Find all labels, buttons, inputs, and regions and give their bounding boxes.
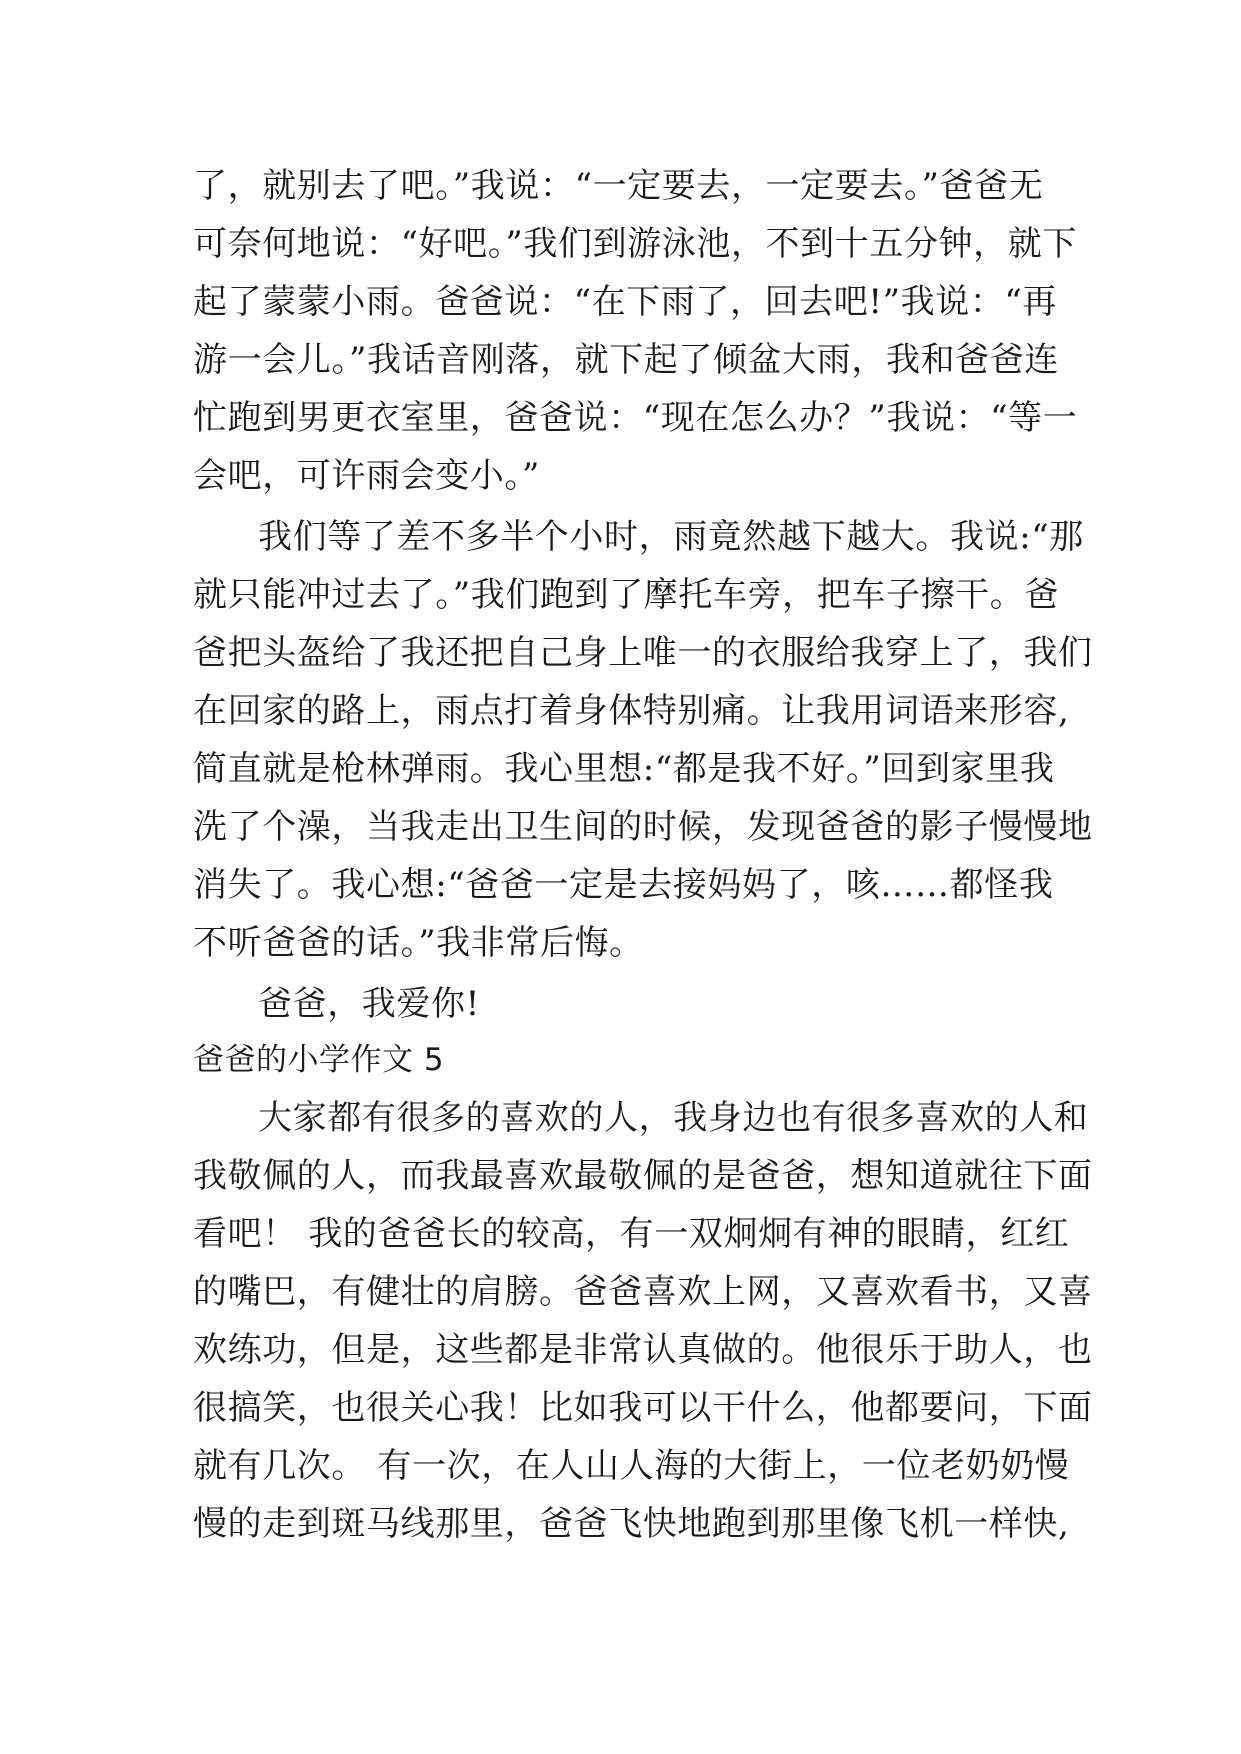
p4-line-1: 大家都有很多的喜欢的人，我身边也有很多喜欢的人和 xyxy=(258,1098,1089,1138)
p2-line-5: 简直就是枪林弹雨。我心里想:“都是我不好。”回到家里我 xyxy=(193,749,1055,789)
p2-line-7: 消失了。我心想:“爸爸一定是去接妈妈了，咳……都怪我 xyxy=(193,865,1054,905)
p1-line-4: 游一会儿。”我话音刚落，就下起了倾盆大雨，我和爸爸连 xyxy=(193,340,1059,380)
p4-line-4: 的嘴巴，有健壮的肩膀。爸爸喜欢上网，又喜欢看书，又喜 xyxy=(193,1272,1093,1312)
p4-line-7: 就有几次。 有一次，在人山人海的大街上，一位老奶奶慢 xyxy=(193,1446,1070,1486)
p1-line-2: 可奈何地说：“好吧。”我们到游泳池，不到十五分钟，就下 xyxy=(193,224,1077,264)
p2-line-2: 就只能冲过去了。”我们跑到了摩托车旁，把车子擦干。爸 xyxy=(193,575,1059,615)
p1-line-3: 起了蒙蒙小雨。爸爸说：“在下雨了，回去吧!”我说：“再 xyxy=(193,282,1058,322)
section-heading: 爸爸的小学作文 5 xyxy=(193,1042,445,1078)
p4-line-6: 很搞笑，也很关心我！比如我可以干什么，他都要问，下面 xyxy=(193,1388,1093,1428)
p4-line-2: 我敬佩的人，而我最喜欢最敬佩的是爸爸，想知道就往下面 xyxy=(193,1156,1093,1196)
p4-line-5: 欢练功，但是，这些都是非常认真做的。他很乐于助人，也 xyxy=(193,1330,1093,1370)
p2-line-8: 不听爸爸的话。”我非常后悔。 xyxy=(193,923,644,963)
p1-line-5: 忙跑到男更衣室里，爸爸说：“现在怎么办？”我说：“等一 xyxy=(193,398,1078,438)
p4-line-8: 慢的走到斑马线那里，爸爸飞快地跑到那里像飞机一样快, xyxy=(193,1504,1070,1544)
p1-line-6: 会吧，可许雨会变小。” xyxy=(193,456,540,496)
p4-line-3: 看吧！ 我的爸爸长的较高，有一双炯炯有神的眼睛，红红 xyxy=(193,1214,1070,1254)
p2-line-6: 洗了个澡，当我走出卫生间的时候，发现爸爸的影子慢慢地 xyxy=(193,807,1093,847)
p2-line-3: 爸把头盔给了我还把自己身上唯一的衣服给我穿上了，我们 xyxy=(193,633,1093,673)
p2-line-4: 在回家的路上，雨点打着身体特别痛。让我用词语来形容, xyxy=(193,691,1070,731)
p3-line-1: 爸爸，我爱你! xyxy=(258,984,480,1024)
p1-line-1: 了，就别去了吧。”我说：“一定要去，一定要去。”爸爸无 xyxy=(193,166,1044,206)
p2-line-1: 我们等了差不多半个小时，雨竟然越下越大。我说:“那 xyxy=(258,517,1084,557)
